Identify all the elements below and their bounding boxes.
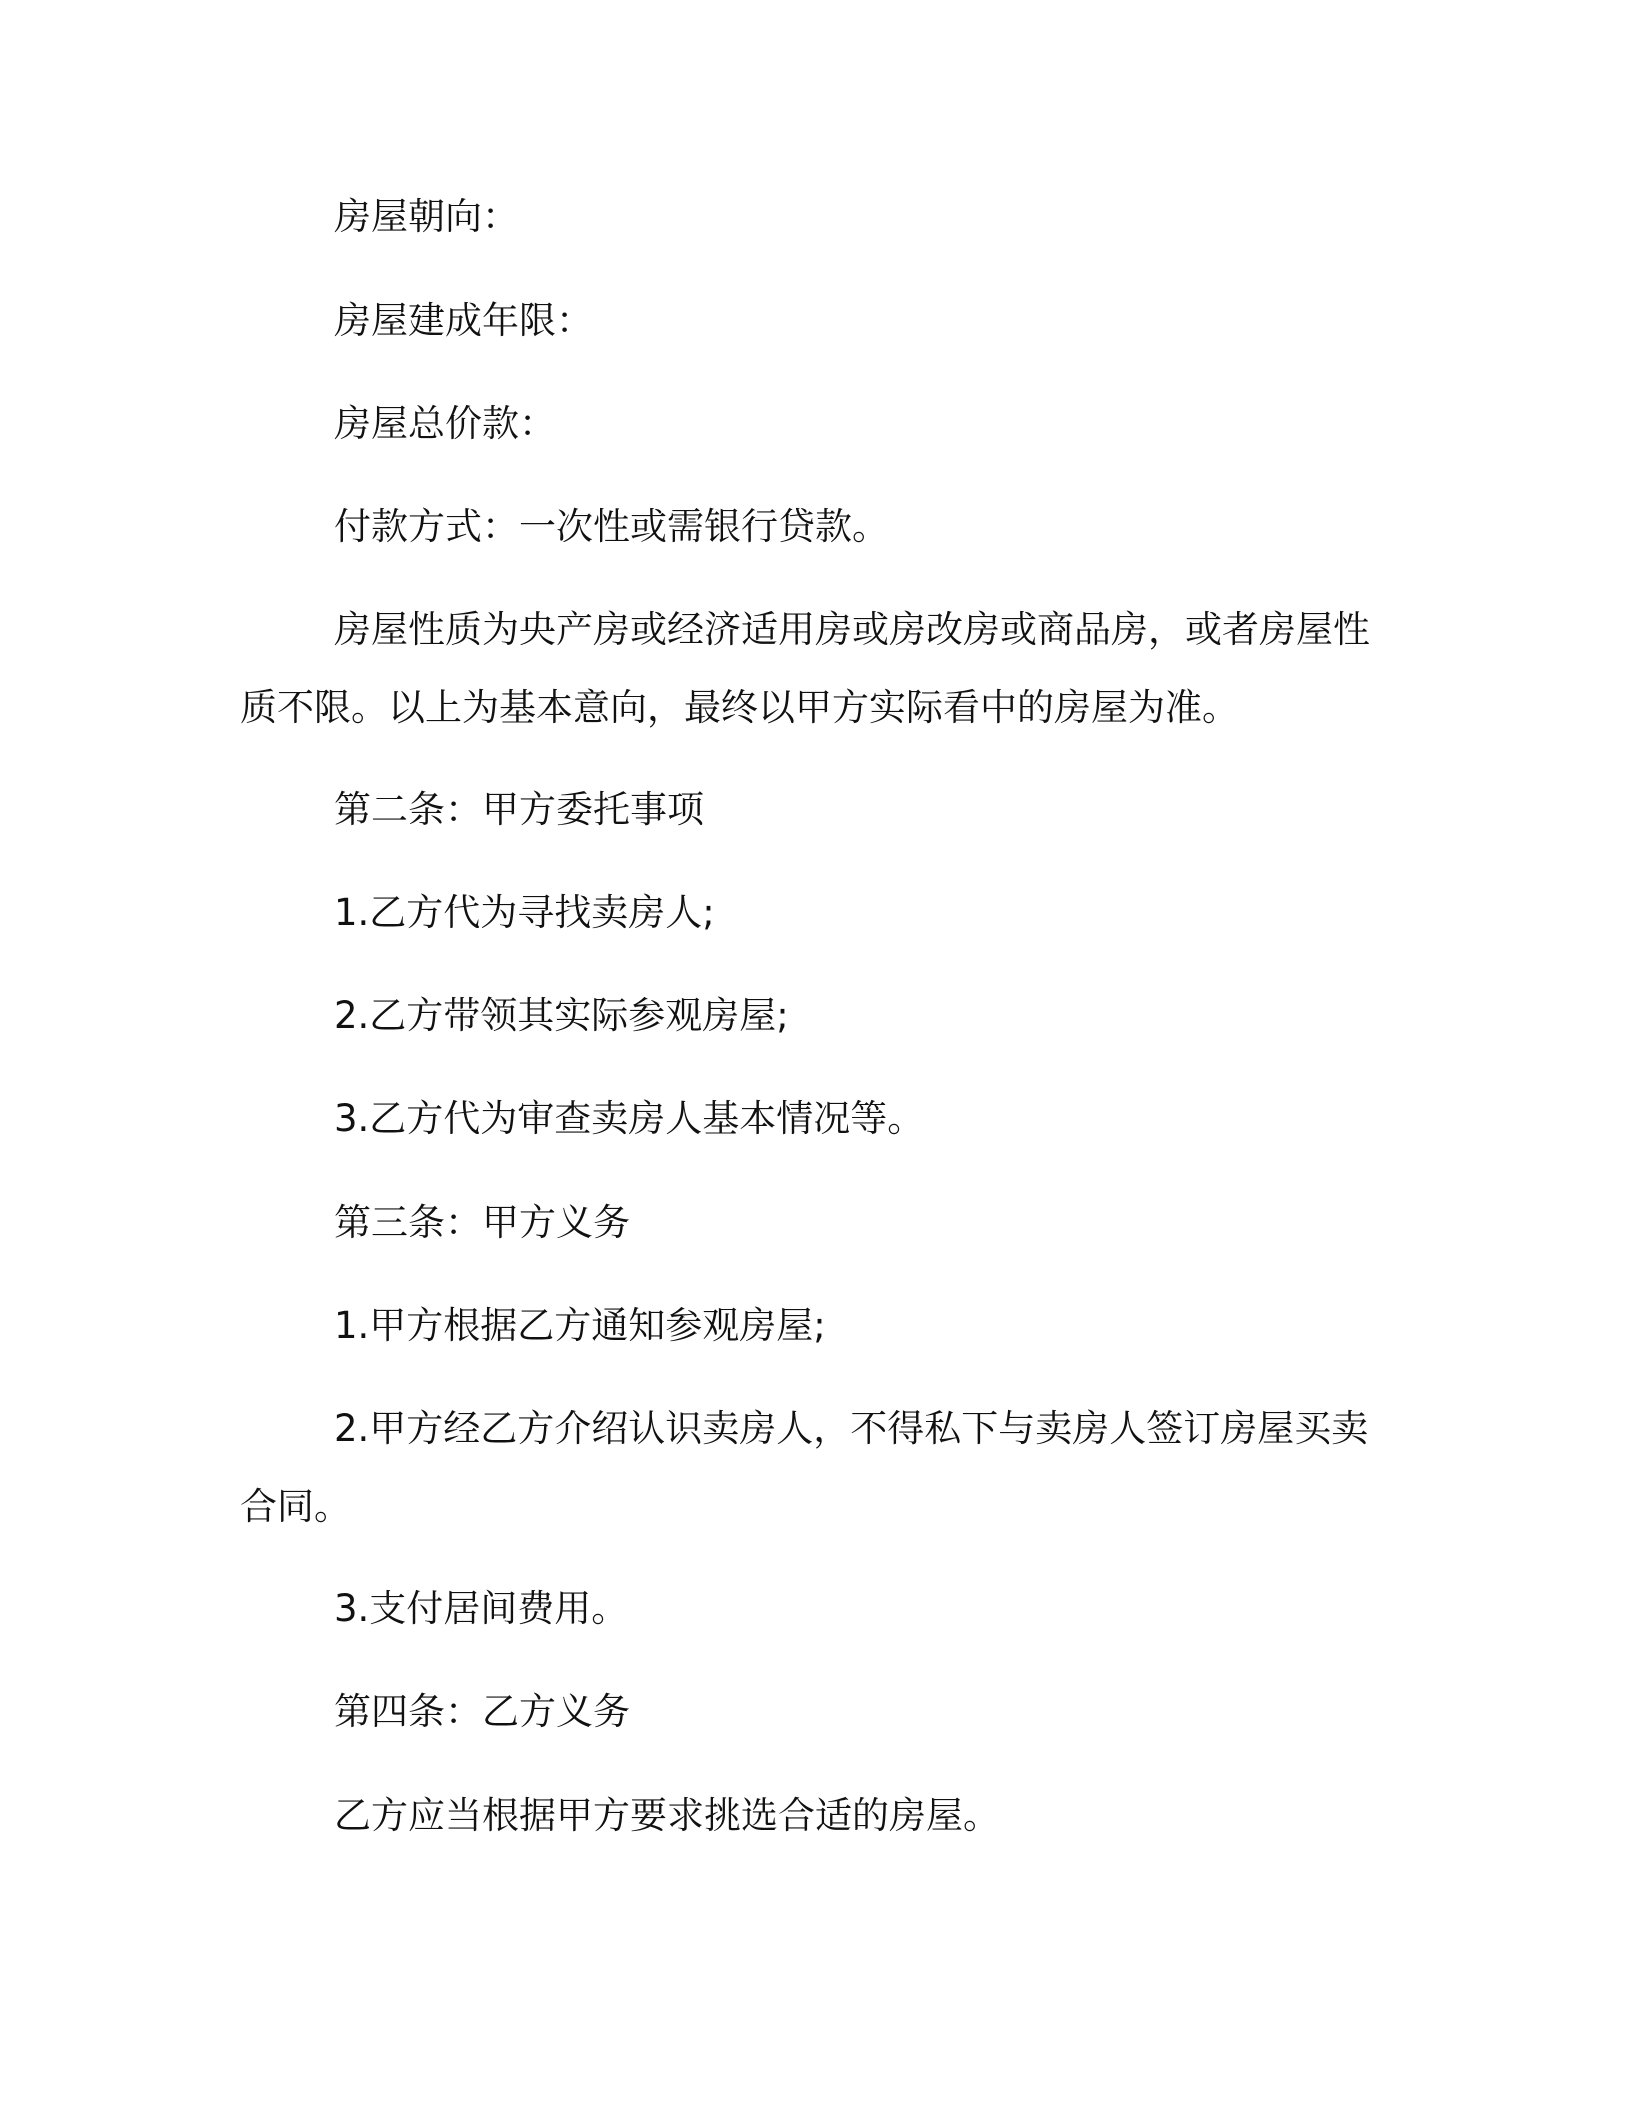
field-payment-method: 付款方式：一次性或需银行贷款。	[334, 505, 889, 548]
paragraph-house-nature: 房屋性质为央产房或经济适用房或房改房或商品房，或者房屋性质不限。以上为基本意向，最终以甲方实际看中的房屋为准。	[240, 608, 1370, 729]
field-house-total-price: 房屋总价款：	[334, 402, 556, 445]
article-2-item-1: 1.乙方代为寻找卖房人;	[334, 891, 715, 934]
article-2-heading: 第二条：甲方委托事项	[334, 788, 704, 831]
field-house-orientation: 房屋朝向：	[334, 195, 519, 238]
field-house-build-year: 房屋建成年限：	[334, 299, 593, 342]
article-3-item-1: 1.甲方根据乙方通知参观房屋;	[334, 1304, 826, 1347]
article-3-item-2: 2.甲方经乙方介绍认识卖房人，不得私下与卖房人签订房屋买卖合同。	[240, 1407, 1369, 1528]
article-2-item-3: 3.乙方代为审查卖房人基本情况等。	[334, 1097, 925, 1140]
article-3-heading: 第三条：甲方义务	[334, 1201, 630, 1244]
article-4-heading: 第四条：乙方义务	[334, 1690, 630, 1733]
article-4-text: 乙方应当根据甲方要求挑选合适的房屋。	[334, 1794, 1000, 1837]
article-2-item-2: 2.乙方带领其实际参观房屋;	[334, 994, 789, 1037]
article-3-item-3: 3.支付居间费用。	[334, 1587, 629, 1630]
